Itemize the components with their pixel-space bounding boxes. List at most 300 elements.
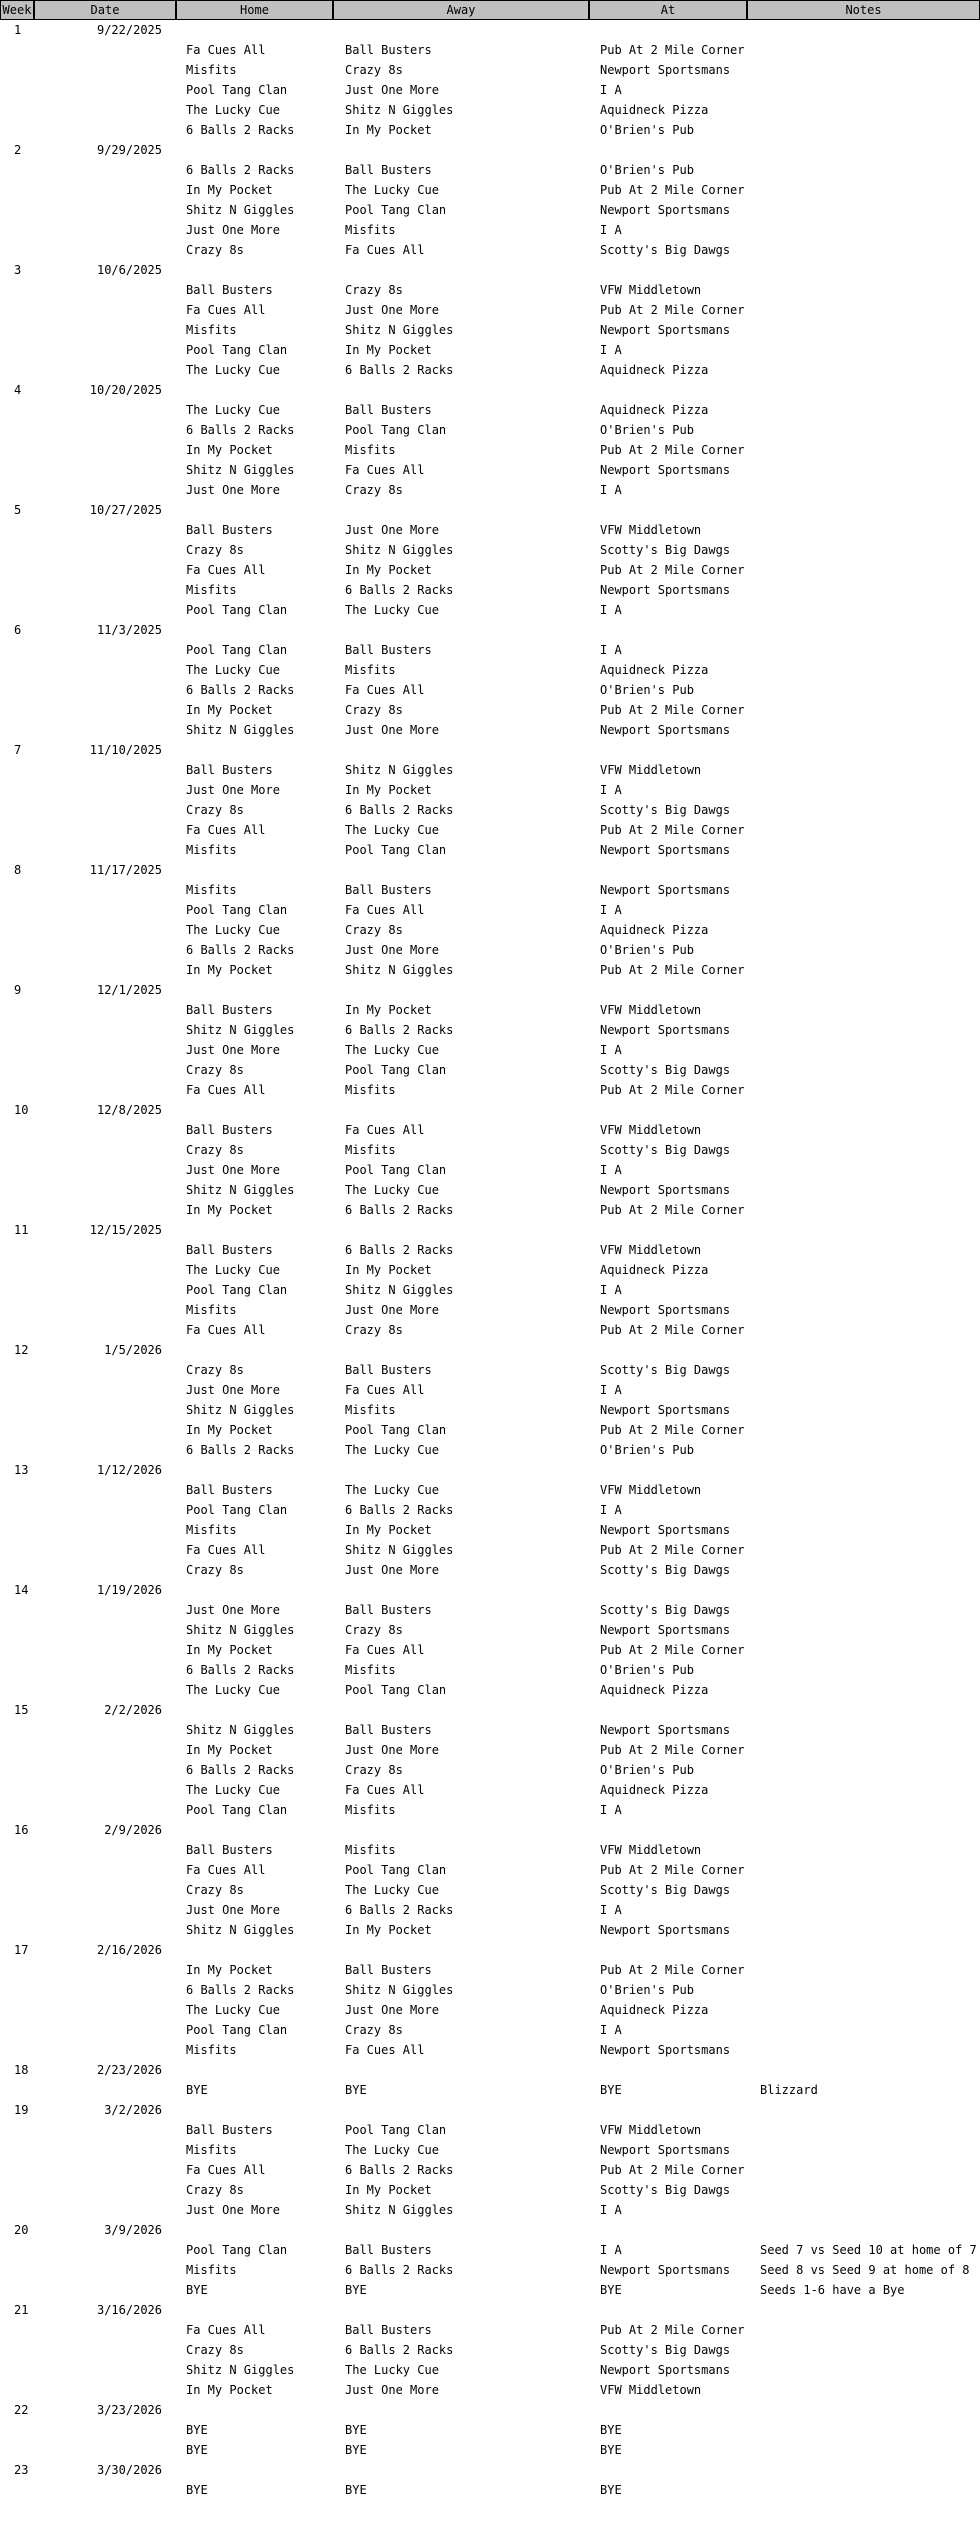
home-team: Crazy 8s <box>186 803 244 817</box>
away-team: Just One More <box>345 1563 439 1577</box>
home-team: Shitz N Giggles <box>186 1023 295 1037</box>
away-team: Pool Tang Clan <box>345 843 447 857</box>
home-team: Ball Busters <box>186 523 273 537</box>
home-team: 6 Balls 2 Racks <box>186 1983 295 1997</box>
away-team: 6 Balls 2 Racks <box>345 363 454 377</box>
venue: I A <box>600 2023 622 2037</box>
away-team: 6 Balls 2 Racks <box>345 803 454 817</box>
home-team: 6 Balls 2 Racks <box>186 163 295 177</box>
home-team: Misfits <box>186 583 237 597</box>
venue: Newport Sportsmans <box>600 463 731 477</box>
away-team: Ball Busters <box>345 643 432 657</box>
away-team: Crazy 8s <box>345 1623 403 1637</box>
venue: I A <box>600 1803 622 1817</box>
home-team: Pool Tang Clan <box>186 343 288 357</box>
venue: BYE <box>600 2423 622 2437</box>
away-team: Pool Tang Clan <box>345 2123 447 2137</box>
away-team: Crazy 8s <box>345 283 403 297</box>
away-team: Shitz N Giggles <box>345 1543 454 1557</box>
away-team: Ball Busters <box>345 1363 432 1377</box>
venue: VFW Middletown <box>600 763 702 777</box>
venue: Newport Sportsmans <box>600 583 731 597</box>
week-date: 12/8/2025 <box>96 1103 162 1117</box>
home-team: Pool Tang Clan <box>186 2023 288 2037</box>
home-team: The Lucky Cue <box>186 363 280 377</box>
week-date: 3/9/2026 <box>104 2223 162 2237</box>
venue: Newport Sportsmans <box>600 1723 731 1737</box>
home-team: Ball Busters <box>186 283 273 297</box>
venue: Aquidneck Pizza <box>600 363 709 377</box>
header-at: At <box>589 0 747 20</box>
venue: Aquidneck Pizza <box>600 663 709 677</box>
home-team: Misfits <box>186 63 237 77</box>
home-team: Pool Tang Clan <box>186 2243 288 2257</box>
venue: I A <box>600 2203 622 2217</box>
home-team: The Lucky Cue <box>186 1783 280 1797</box>
away-team: 6 Balls 2 Racks <box>345 1203 454 1217</box>
venue: I A <box>600 643 622 657</box>
home-team: Fa Cues All <box>186 1323 266 1337</box>
home-team: Just One More <box>186 483 280 497</box>
week-date: 10/20/2025 <box>89 383 162 397</box>
away-team: Fa Cues All <box>345 1783 425 1797</box>
venue: Pub At 2 Mile Corner <box>600 1543 745 1557</box>
venue: O'Brien's Pub <box>600 163 694 177</box>
away-team: Just One More <box>345 2383 439 2397</box>
away-team: Pool Tang Clan <box>345 423 447 437</box>
home-team: Crazy 8s <box>186 2343 244 2357</box>
away-team: In My Pocket <box>345 1923 432 1937</box>
away-team: Shitz N Giggles <box>345 1983 454 1997</box>
away-team: In My Pocket <box>345 783 432 797</box>
home-team: Just One More <box>186 223 280 237</box>
venue: I A <box>600 83 622 97</box>
venue: Aquidneck Pizza <box>600 1783 709 1797</box>
header-away: Away <box>333 0 589 20</box>
home-team: In My Pocket <box>186 2383 273 2397</box>
week-date: 1/19/2026 <box>96 1583 162 1597</box>
home-team: The Lucky Cue <box>186 103 280 117</box>
week-date: 10/27/2025 <box>89 503 162 517</box>
away-team: Ball Busters <box>345 883 432 897</box>
away-team: Ball Busters <box>345 1723 432 1737</box>
away-team: In My Pocket <box>345 1263 432 1277</box>
home-team: The Lucky Cue <box>186 403 280 417</box>
home-team: Misfits <box>186 843 237 857</box>
home-team: Fa Cues All <box>186 2323 266 2337</box>
week-date: 12/15/2025 <box>89 1223 162 1237</box>
venue: Pub At 2 Mile Corner <box>600 1863 745 1877</box>
week-date: 11/3/2025 <box>96 623 162 637</box>
home-team: Just One More <box>186 783 280 797</box>
week-date: 3/23/2026 <box>96 2403 162 2417</box>
away-team: BYE <box>345 2443 367 2457</box>
home-team: Fa Cues All <box>186 2163 266 2177</box>
away-team: 6 Balls 2 Racks <box>345 2263 454 2277</box>
venue: Pub At 2 Mile Corner <box>600 703 745 717</box>
venue: I A <box>600 1503 622 1517</box>
venue: Pub At 2 Mile Corner <box>600 1963 745 1977</box>
home-team: In My Pocket <box>186 963 273 977</box>
venue: Pub At 2 Mile Corner <box>600 443 745 457</box>
venue: VFW Middletown <box>600 1003 702 1017</box>
home-team: Pool Tang Clan <box>186 1503 288 1517</box>
away-team: Fa Cues All <box>345 1383 425 1397</box>
away-team: Misfits <box>345 443 396 457</box>
home-team: Fa Cues All <box>186 823 266 837</box>
venue: I A <box>600 783 622 797</box>
away-team: Misfits <box>345 1403 396 1417</box>
home-team: 6 Balls 2 Racks <box>186 423 295 437</box>
home-team: BYE <box>186 2283 208 2297</box>
home-team: Shitz N Giggles <box>186 463 295 477</box>
venue: Pub At 2 Mile Corner <box>600 823 745 837</box>
away-team: Misfits <box>345 223 396 237</box>
home-team: Just One More <box>186 1043 280 1057</box>
away-team: Just One More <box>345 1303 439 1317</box>
venue: VFW Middletown <box>600 283 702 297</box>
home-team: Ball Busters <box>186 763 273 777</box>
header-date: Date <box>34 0 176 20</box>
away-team: Just One More <box>345 943 439 957</box>
venue: Pub At 2 Mile Corner <box>600 183 745 197</box>
home-team: Crazy 8s <box>186 1363 244 1377</box>
home-team: Crazy 8s <box>186 543 244 557</box>
away-team: Just One More <box>345 303 439 317</box>
week-number: 7 <box>14 743 22 757</box>
away-team: The Lucky Cue <box>345 1483 439 1497</box>
venue: VFW Middletown <box>600 1123 702 1137</box>
week-date: 11/17/2025 <box>89 863 162 877</box>
venue: BYE <box>600 2483 622 2497</box>
away-team: Fa Cues All <box>345 243 425 257</box>
week-number: 18 <box>14 2063 29 2077</box>
home-team: Ball Busters <box>186 2123 273 2137</box>
week-date: 1/5/2026 <box>104 1343 162 1357</box>
home-team: Just One More <box>186 1903 280 1917</box>
week-number: 14 <box>14 1583 29 1597</box>
away-team: Misfits <box>345 1843 396 1857</box>
home-team: Ball Busters <box>186 1483 273 1497</box>
home-team: Pool Tang Clan <box>186 83 288 97</box>
home-team: Pool Tang Clan <box>186 603 288 617</box>
venue: Scotty's Big Dawgs <box>600 1883 731 1897</box>
venue: Scotty's Big Dawgs <box>600 1603 731 1617</box>
away-team: Just One More <box>345 83 439 97</box>
home-team: Misfits <box>186 2263 237 2277</box>
away-team: 6 Balls 2 Racks <box>345 2163 454 2177</box>
venue: BYE <box>600 2083 622 2097</box>
away-team: Fa Cues All <box>345 1123 425 1137</box>
venue: I A <box>600 1043 622 1057</box>
venue: I A <box>600 1283 622 1297</box>
header-notes: Notes <box>747 0 980 20</box>
away-team: Crazy 8s <box>345 63 403 77</box>
away-team: Just One More <box>345 723 439 737</box>
venue: Newport Sportsmans <box>600 1023 731 1037</box>
away-team: BYE <box>345 2083 367 2097</box>
home-team: Shitz N Giggles <box>186 1623 295 1637</box>
venue: Newport Sportsmans <box>600 323 731 337</box>
venue: Newport Sportsmans <box>600 203 731 217</box>
week-number: 15 <box>14 1703 29 1717</box>
venue: Pub At 2 Mile Corner <box>600 1743 745 1757</box>
home-team: BYE <box>186 2083 208 2097</box>
week-number: 8 <box>14 863 22 877</box>
away-team: Fa Cues All <box>345 463 425 477</box>
away-team: Shitz N Giggles <box>345 2203 454 2217</box>
week-date: 3/30/2026 <box>96 2463 162 2477</box>
week-number: 10 <box>14 1103 29 1117</box>
away-team: Shitz N Giggles <box>345 763 454 777</box>
week-number: 1 <box>14 23 22 37</box>
away-team: 6 Balls 2 Racks <box>345 1243 454 1257</box>
venue: I A <box>600 1163 622 1177</box>
home-team: Shitz N Giggles <box>186 1923 295 1937</box>
week-number: 17 <box>14 1943 29 1957</box>
home-team: Pool Tang Clan <box>186 1283 288 1297</box>
home-team: In My Pocket <box>186 1643 273 1657</box>
week-number: 20 <box>14 2223 29 2237</box>
home-team: In My Pocket <box>186 1203 273 1217</box>
away-team: The Lucky Cue <box>345 183 439 197</box>
week-date: 3/16/2026 <box>96 2303 162 2317</box>
venue: Scotty's Big Dawgs <box>600 1063 731 1077</box>
away-team: 6 Balls 2 Racks <box>345 2343 454 2357</box>
away-team: In My Pocket <box>345 1003 432 1017</box>
venue: Newport Sportsmans <box>600 63 731 77</box>
away-team: In My Pocket <box>345 1523 432 1537</box>
away-team: The Lucky Cue <box>345 2143 439 2157</box>
home-team: 6 Balls 2 Racks <box>186 1443 295 1457</box>
away-team: The Lucky Cue <box>345 2363 439 2377</box>
venue: VFW Middletown <box>600 1483 702 1497</box>
away-team: Fa Cues All <box>345 2043 425 2057</box>
venue: Scotty's Big Dawgs <box>600 1143 731 1157</box>
venue: Newport Sportsmans <box>600 843 731 857</box>
home-team: 6 Balls 2 Racks <box>186 1663 295 1677</box>
venue: Aquidneck Pizza <box>600 1683 709 1697</box>
venue: Aquidneck Pizza <box>600 923 709 937</box>
venue: O'Brien's Pub <box>600 1763 694 1777</box>
away-team: In My Pocket <box>345 123 432 137</box>
home-team: In My Pocket <box>186 703 273 717</box>
venue: I A <box>600 223 622 237</box>
venue: Newport Sportsmans <box>600 1623 731 1637</box>
venue: Pub At 2 Mile Corner <box>600 1643 745 1657</box>
away-team: Crazy 8s <box>345 703 403 717</box>
away-team: Just One More <box>345 2003 439 2017</box>
venue: O'Brien's Pub <box>600 943 694 957</box>
home-team: Just One More <box>186 2203 280 2217</box>
week-number: 5 <box>14 503 22 517</box>
venue: VFW Middletown <box>600 2123 702 2137</box>
away-team: Ball Busters <box>345 1963 432 1977</box>
week-date: 1/12/2026 <box>96 1463 162 1477</box>
home-team: Crazy 8s <box>186 1883 244 1897</box>
home-team: Misfits <box>186 883 237 897</box>
away-team: Misfits <box>345 1803 396 1817</box>
venue: O'Brien's Pub <box>600 123 694 137</box>
away-team: Misfits <box>345 1083 396 1097</box>
home-team: Just One More <box>186 1383 280 1397</box>
venue: Aquidneck Pizza <box>600 403 709 417</box>
home-team: Ball Busters <box>186 1243 273 1257</box>
week-date: 2/2/2026 <box>104 1703 162 1717</box>
home-team: Shitz N Giggles <box>186 1183 295 1197</box>
week-date: 11/10/2025 <box>89 743 162 757</box>
away-team: Ball Busters <box>345 2243 432 2257</box>
home-team: BYE <box>186 2443 208 2457</box>
away-team: Shitz N Giggles <box>345 103 454 117</box>
week-date: 2/23/2026 <box>96 2063 162 2077</box>
week-date: 9/29/2025 <box>96 143 162 157</box>
away-team: 6 Balls 2 Racks <box>345 583 454 597</box>
venue: I A <box>600 2243 622 2257</box>
week-date: 3/2/2026 <box>104 2103 162 2117</box>
away-team: Just One More <box>345 523 439 537</box>
venue: Newport Sportsmans <box>600 723 731 737</box>
home-team: 6 Balls 2 Racks <box>186 123 295 137</box>
venue: Pub At 2 Mile Corner <box>600 1423 745 1437</box>
venue: Scotty's Big Dawgs <box>600 803 731 817</box>
venue: Newport Sportsmans <box>600 883 731 897</box>
away-team: Shitz N Giggles <box>345 1283 454 1297</box>
venue: I A <box>600 603 622 617</box>
home-team: Misfits <box>186 1523 237 1537</box>
away-team: Shitz N Giggles <box>345 963 454 977</box>
venue: I A <box>600 343 622 357</box>
home-team: Pool Tang Clan <box>186 643 288 657</box>
week-number: 16 <box>14 1823 29 1837</box>
home-team: The Lucky Cue <box>186 1683 280 1697</box>
venue: VFW Middletown <box>600 1843 702 1857</box>
week-number: 6 <box>14 623 22 637</box>
venue: Newport Sportsmans <box>600 2263 731 2277</box>
home-team: Just One More <box>186 1603 280 1617</box>
home-team: The Lucky Cue <box>186 1263 280 1277</box>
venue: I A <box>600 483 622 497</box>
away-team: Fa Cues All <box>345 683 425 697</box>
header-home: Home <box>176 0 333 20</box>
venue: Aquidneck Pizza <box>600 1263 709 1277</box>
away-team: The Lucky Cue <box>345 823 439 837</box>
venue: Pub At 2 Mile Corner <box>600 963 745 977</box>
home-team: BYE <box>186 2483 208 2497</box>
home-team: Shitz N Giggles <box>186 2363 295 2377</box>
notes: Seed 8 vs Seed 9 at home of 8 <box>760 2263 970 2277</box>
venue: Newport Sportsmans <box>600 2363 731 2377</box>
venue: Pub At 2 Mile Corner <box>600 1323 745 1337</box>
venue: Newport Sportsmans <box>600 2143 731 2157</box>
home-team: In My Pocket <box>186 183 273 197</box>
home-team: Misfits <box>186 1303 237 1317</box>
home-team: Shitz N Giggles <box>186 1403 295 1417</box>
away-team: Crazy 8s <box>345 923 403 937</box>
week-number: 22 <box>14 2403 29 2417</box>
away-team: Pool Tang Clan <box>345 1063 447 1077</box>
notes: Blizzard <box>760 2083 818 2097</box>
home-team: The Lucky Cue <box>186 663 280 677</box>
away-team: Pool Tang Clan <box>345 203 447 217</box>
away-team: In My Pocket <box>345 343 432 357</box>
home-team: In My Pocket <box>186 443 273 457</box>
venue: Pub At 2 Mile Corner <box>600 563 745 577</box>
venue: Pub At 2 Mile Corner <box>600 1083 745 1097</box>
venue: VFW Middletown <box>600 523 702 537</box>
home-team: Pool Tang Clan <box>186 903 288 917</box>
home-team: Crazy 8s <box>186 243 244 257</box>
home-team: Crazy 8s <box>186 1563 244 1577</box>
venue: I A <box>600 1383 622 1397</box>
week-number: 19 <box>14 2103 29 2117</box>
week-number: 11 <box>14 1223 29 1237</box>
venue: VFW Middletown <box>600 1243 702 1257</box>
away-team: Ball Busters <box>345 403 432 417</box>
away-team: Pool Tang Clan <box>345 1683 447 1697</box>
venue: Newport Sportsmans <box>600 1923 731 1937</box>
away-team: Ball Busters <box>345 163 432 177</box>
week-number: 4 <box>14 383 22 397</box>
away-team: Crazy 8s <box>345 483 403 497</box>
venue: O'Brien's Pub <box>600 1663 694 1677</box>
venue: BYE <box>600 2443 622 2457</box>
home-team: Pool Tang Clan <box>186 1803 288 1817</box>
home-team: Crazy 8s <box>186 2183 244 2197</box>
venue: Newport Sportsmans <box>600 2043 731 2057</box>
week-date: 2/9/2026 <box>104 1823 162 1837</box>
venue: Pub At 2 Mile Corner <box>600 2163 745 2177</box>
week-number: 9 <box>14 983 22 997</box>
venue: Pub At 2 Mile Corner <box>600 2323 745 2337</box>
venue: O'Brien's Pub <box>600 1443 694 1457</box>
away-team: In My Pocket <box>345 563 432 577</box>
away-team: Ball Busters <box>345 43 432 57</box>
week-date: 9/22/2025 <box>96 23 162 37</box>
home-team: Misfits <box>186 2143 237 2157</box>
venue: Scotty's Big Dawgs <box>600 2343 731 2357</box>
venue: Pub At 2 Mile Corner <box>600 1203 745 1217</box>
venue: Newport Sportsmans <box>600 1403 731 1417</box>
week-number: 23 <box>14 2463 29 2477</box>
home-team: 6 Balls 2 Racks <box>186 1763 295 1777</box>
venue: Pub At 2 Mile Corner <box>600 303 745 317</box>
away-team: Pool Tang Clan <box>345 1423 447 1437</box>
venue: Newport Sportsmans <box>600 1523 731 1537</box>
week-date: 10/6/2025 <box>96 263 162 277</box>
venue: I A <box>600 1903 622 1917</box>
away-team: The Lucky Cue <box>345 1043 439 1057</box>
away-team: Crazy 8s <box>345 2023 403 2037</box>
venue: BYE <box>600 2283 622 2297</box>
home-team: Ball Busters <box>186 1843 273 1857</box>
home-team: In My Pocket <box>186 1963 273 1977</box>
home-team: Ball Busters <box>186 1003 273 1017</box>
venue: Scotty's Big Dawgs <box>600 2183 731 2197</box>
away-team: Fa Cues All <box>345 903 425 917</box>
venue: Scotty's Big Dawgs <box>600 543 731 557</box>
home-team: Crazy 8s <box>186 1143 244 1157</box>
away-team: Fa Cues All <box>345 1643 425 1657</box>
away-team: Misfits <box>345 663 396 677</box>
home-team: Crazy 8s <box>186 1063 244 1077</box>
away-team: 6 Balls 2 Racks <box>345 1903 454 1917</box>
week-number: 3 <box>14 263 22 277</box>
home-team: 6 Balls 2 Racks <box>186 683 295 697</box>
away-team: Crazy 8s <box>345 1323 403 1337</box>
away-team: Misfits <box>345 1663 396 1677</box>
away-team: 6 Balls 2 Racks <box>345 1023 454 1037</box>
